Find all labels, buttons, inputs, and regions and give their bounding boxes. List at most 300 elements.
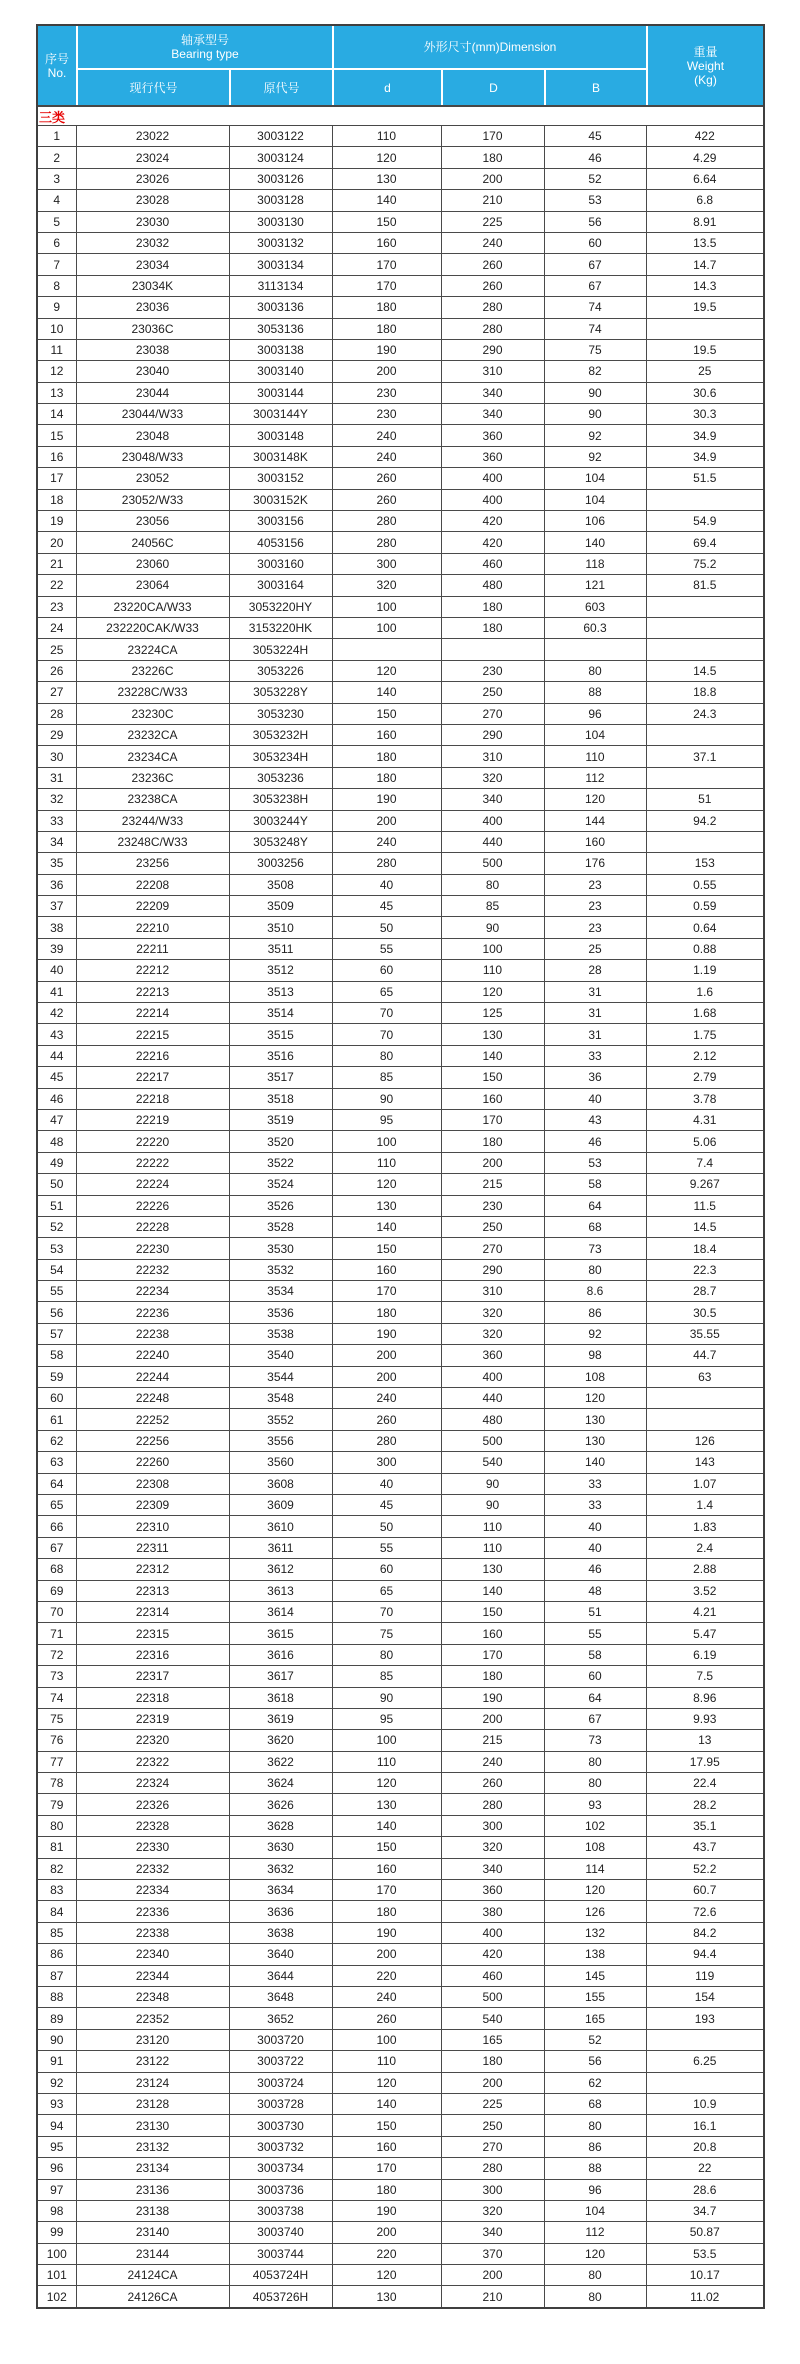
cell-D: 110 (441, 960, 544, 981)
cell-D: 180 (441, 617, 544, 638)
table-row (38, 2200, 763, 2221)
cell-D: 380 (441, 1901, 544, 1922)
cell-B: 31 (544, 1003, 646, 1024)
cell-no: 70 (38, 1601, 76, 1622)
table-row (38, 2265, 763, 2286)
cell-old_code: 3003144Y (229, 404, 332, 425)
cell-no: 41 (38, 981, 76, 1002)
cell-d: 100 (332, 2029, 441, 2050)
cell-B: 90 (544, 382, 646, 403)
cell-d: 180 (332, 297, 441, 318)
cell-B: 80 (544, 1751, 646, 1772)
cell-weight: 13.5 (646, 232, 763, 253)
table-row (38, 2029, 763, 2050)
cell-current_code: 22222 (76, 1152, 229, 1173)
cell-no: 62 (38, 1430, 76, 1451)
cell-B: 51 (544, 1601, 646, 1622)
cell-d: 45 (332, 1495, 441, 1516)
cell-B: 88 (544, 682, 646, 703)
cell-no: 2 (38, 147, 76, 168)
cell-d: 110 (332, 1751, 441, 1772)
cell-current_code: 23144 (76, 2243, 229, 2264)
table-row (38, 147, 763, 168)
table-row (38, 2179, 763, 2200)
cell-d: 170 (332, 254, 441, 275)
cell-D: 200 (441, 2265, 544, 2286)
cell-weight: 6.25 (646, 2051, 763, 2072)
cell-D: 250 (441, 2115, 544, 2136)
cell-current_code: 23228C/W33 (76, 682, 229, 703)
table-row (38, 660, 763, 681)
cell-D: 270 (441, 703, 544, 724)
cell-D: 500 (441, 1430, 544, 1451)
cell-current_code: 23236C (76, 767, 229, 788)
table-row (38, 917, 763, 938)
cell-d: 170 (332, 2158, 441, 2179)
cell-no: 58 (38, 1345, 76, 1366)
cell-weight: 19.5 (646, 297, 763, 318)
cell-B: 165 (544, 2008, 646, 2029)
cell-no: 21 (38, 553, 76, 574)
cell-weight: 34.9 (646, 425, 763, 446)
cell-d: 140 (332, 1815, 441, 1836)
cell-d: 130 (332, 2286, 441, 2307)
cell-D: 180 (441, 596, 544, 617)
cell-B: 56 (544, 211, 646, 232)
cell-old_code: 3538 (229, 1323, 332, 1344)
table-row (38, 1366, 763, 1387)
cell-B: 130 (544, 1409, 646, 1430)
cell-old_code: 3648 (229, 1986, 332, 2007)
cell-old_code: 3003126 (229, 168, 332, 189)
cell-current_code: 22317 (76, 1666, 229, 1687)
cell-old_code: 3153220HK (229, 617, 332, 638)
header-B: B (544, 68, 646, 105)
cell-no: 87 (38, 1965, 76, 1986)
cell-no: 7 (38, 254, 76, 275)
cell-weight: 14.7 (646, 254, 763, 275)
cell-current_code: 22240 (76, 1345, 229, 1366)
cell-weight: 7.4 (646, 1152, 763, 1173)
cell-old_code: 3634 (229, 1880, 332, 1901)
table-row (38, 575, 763, 596)
cell-weight: 14.5 (646, 660, 763, 681)
cell-d: 200 (332, 1944, 441, 1965)
cell-no: 15 (38, 425, 76, 446)
cell-B: 106 (544, 511, 646, 532)
cell-no: 102 (38, 2286, 76, 2307)
table-row (38, 874, 763, 895)
table-row (38, 1730, 763, 1751)
cell-weight: 16.1 (646, 2115, 763, 2136)
cell-d: 200 (332, 2222, 441, 2243)
table-row (38, 1323, 763, 1344)
table-row (38, 275, 763, 296)
table-row (38, 724, 763, 745)
cell-d: 190 (332, 339, 441, 360)
cell-d: 130 (332, 1794, 441, 1815)
cell-weight: 1.07 (646, 1473, 763, 1494)
cell-current_code: 22336 (76, 1901, 229, 1922)
cell-B: 75 (544, 339, 646, 360)
cell-no: 83 (38, 1880, 76, 1901)
table-row (38, 511, 763, 532)
cell-B: 82 (544, 361, 646, 382)
cell-d: 65 (332, 1580, 441, 1601)
cell-no: 42 (38, 1003, 76, 1024)
cell-B: 92 (544, 1323, 646, 1344)
cell-B: 45 (544, 126, 646, 147)
cell-current_code: 23022 (76, 126, 229, 147)
cell-current_code: 23032 (76, 232, 229, 253)
cell-no: 81 (38, 1837, 76, 1858)
cell-D: 260 (441, 254, 544, 275)
cell-no: 46 (38, 1088, 76, 1109)
cell-d: 85 (332, 1067, 441, 1088)
table-row (38, 1195, 763, 1216)
cell-old_code: 3113134 (229, 275, 332, 296)
table-row (38, 1131, 763, 1152)
cell-D: 340 (441, 404, 544, 425)
cell-weight: 0.59 (646, 896, 763, 917)
cell-no: 97 (38, 2179, 76, 2200)
cell-D: 420 (441, 511, 544, 532)
cell-weight: 81.5 (646, 575, 763, 596)
table-row (38, 382, 763, 403)
table-row (38, 2136, 763, 2157)
cell-weight: 35.1 (646, 1815, 763, 1836)
cell-current_code: 23220CA/W33 (76, 596, 229, 617)
cell-B: 80 (544, 2286, 646, 2307)
cell-B: 96 (544, 703, 646, 724)
cell-no: 40 (38, 960, 76, 981)
cell-d: 150 (332, 1238, 441, 1259)
cell-current_code: 22248 (76, 1388, 229, 1409)
cell-weight: 63 (646, 1366, 763, 1387)
cell-D: 85 (441, 896, 544, 917)
cell-current_code: 23060 (76, 553, 229, 574)
cell-B: 86 (544, 1302, 646, 1323)
cell-no: 80 (38, 1815, 76, 1836)
cell-no: 56 (38, 1302, 76, 1323)
cell-B: 96 (544, 2179, 646, 2200)
cell-d: 55 (332, 1537, 441, 1558)
table-row (38, 1281, 763, 1302)
cell-d: 100 (332, 596, 441, 617)
table-row (38, 1024, 763, 1045)
cell-D: 150 (441, 1067, 544, 1088)
cell-weight: 30.3 (646, 404, 763, 425)
cell-current_code: 22310 (76, 1516, 229, 1537)
cell-old_code: 3003164 (229, 575, 332, 596)
cell-D: 420 (441, 532, 544, 553)
cell-weight: 28.6 (646, 2179, 763, 2200)
cell-B: 36 (544, 1067, 646, 1088)
cell-old_code: 3609 (229, 1495, 332, 1516)
cell-d: 280 (332, 1430, 441, 1451)
table-row (38, 1601, 763, 1622)
table-row (38, 1687, 763, 1708)
cell-D: 80 (441, 874, 544, 895)
table-row (38, 361, 763, 382)
cell-weight: 17.95 (646, 1751, 763, 1772)
cell-old_code: 3003138 (229, 339, 332, 360)
cell-weight: 14.3 (646, 275, 763, 296)
cell-B: 67 (544, 275, 646, 296)
cell-B: 40 (544, 1516, 646, 1537)
cell-current_code: 22210 (76, 917, 229, 938)
cell-D: 440 (441, 1388, 544, 1409)
cell-d: 90 (332, 1687, 441, 1708)
cell-weight: 5.47 (646, 1623, 763, 1644)
table-row (38, 1495, 763, 1516)
cell-current_code: 23134 (76, 2158, 229, 2179)
cell-weight: 34.9 (646, 446, 763, 467)
cell-weight: 84.2 (646, 1922, 763, 1943)
cell-B: 88 (544, 2158, 646, 2179)
cell-d: 100 (332, 1131, 441, 1152)
table-row (38, 1986, 763, 2007)
cell-old_code: 3053136 (229, 318, 332, 339)
cell-weight: 11.5 (646, 1195, 763, 1216)
cell-B: 145 (544, 1965, 646, 1986)
cell-d: 240 (332, 831, 441, 852)
table-row (38, 682, 763, 703)
cell-no: 14 (38, 404, 76, 425)
cell-B: 110 (544, 746, 646, 767)
table-row (38, 1944, 763, 1965)
cell-weight: 1.4 (646, 1495, 763, 1516)
cell-D: 200 (441, 168, 544, 189)
cell-d: 150 (332, 211, 441, 232)
cell-d: 70 (332, 1601, 441, 1622)
cell-old_code: 3515 (229, 1024, 332, 1045)
cell-d: 95 (332, 1109, 441, 1130)
cell-current_code: 22217 (76, 1067, 229, 1088)
cell-d: 200 (332, 361, 441, 382)
table-row (38, 596, 763, 617)
cell-current_code: 22311 (76, 1537, 229, 1558)
cell-old_code: 3612 (229, 1559, 332, 1580)
cell-d: 260 (332, 1409, 441, 1430)
cell-d: 180 (332, 767, 441, 788)
cell-D: 460 (441, 1965, 544, 1986)
cell-weight (646, 1388, 763, 1409)
cell-d: 260 (332, 468, 441, 489)
cell-D: 300 (441, 1815, 544, 1836)
cell-B: 46 (544, 1131, 646, 1152)
cell-B: 112 (544, 2222, 646, 2243)
cell-old_code: 3632 (229, 1858, 332, 1879)
cell-D: 460 (441, 553, 544, 574)
cell-current_code: 22215 (76, 1024, 229, 1045)
cell-D: 500 (441, 1986, 544, 2007)
cell-weight: 3.78 (646, 1088, 763, 1109)
cell-current_code: 22352 (76, 2008, 229, 2029)
cell-no: 35 (38, 853, 76, 874)
cell-current_code: 22219 (76, 1109, 229, 1130)
cell-old_code: 3003148K (229, 446, 332, 467)
cell-B: 67 (544, 254, 646, 275)
cell-current_code: 22230 (76, 1238, 229, 1259)
cell-weight: 44.7 (646, 1345, 763, 1366)
cell-current_code: 23052 (76, 468, 229, 489)
cell-d: 180 (332, 1302, 441, 1323)
cell-B: 90 (544, 404, 646, 425)
cell-current_code: 23036C (76, 318, 229, 339)
cell-D: 260 (441, 1773, 544, 1794)
cell-no: 50 (38, 1174, 76, 1195)
cell-no: 57 (38, 1323, 76, 1344)
cell-weight: 6.8 (646, 190, 763, 211)
cell-no: 51 (38, 1195, 76, 1216)
cell-no: 65 (38, 1495, 76, 1516)
cell-d: 130 (332, 1195, 441, 1216)
cell-d: 200 (332, 1345, 441, 1366)
cell-old_code: 3513 (229, 981, 332, 1002)
cell-current_code: 23036 (76, 297, 229, 318)
cell-current_code: 22344 (76, 1965, 229, 1986)
cell-current_code: 22319 (76, 1708, 229, 1729)
cell-d: 120 (332, 2072, 441, 2093)
cell-d: 55 (332, 938, 441, 959)
cell-B: 64 (544, 1687, 646, 1708)
cell-B: 114 (544, 1858, 646, 1879)
cell-current_code: 22228 (76, 1216, 229, 1237)
cell-d: 120 (332, 1174, 441, 1195)
table-row (38, 1216, 763, 1237)
cell-old_code: 3520 (229, 1131, 332, 1152)
cell-weight: 28.2 (646, 1794, 763, 1815)
cell-d: 240 (332, 425, 441, 446)
cell-old_code: 3053234H (229, 746, 332, 767)
cell-no: 66 (38, 1516, 76, 1537)
cell-B: 64 (544, 1195, 646, 1216)
cell-current_code: 23226C (76, 660, 229, 681)
cell-B: 52 (544, 168, 646, 189)
table-row (38, 1174, 763, 1195)
cell-old_code: 3053248Y (229, 831, 332, 852)
cell-B: 23 (544, 874, 646, 895)
header-weight-en: Weight (686, 58, 725, 73)
cell-D: 320 (441, 2200, 544, 2221)
header-bearing-type-zh: 轴承型号 (180, 33, 229, 47)
cell-no: 47 (38, 1109, 76, 1130)
cell-current_code: 24124CA (76, 2265, 229, 2286)
cell-weight (646, 1409, 763, 1430)
cell-no: 5 (38, 211, 76, 232)
cell-weight: 0.88 (646, 938, 763, 959)
table-row (38, 2051, 763, 2072)
table-row (38, 1965, 763, 1986)
cell-old_code: 3618 (229, 1687, 332, 1708)
cell-B: 120 (544, 2243, 646, 2264)
cell-current_code: 22314 (76, 1601, 229, 1622)
cell-D: 120 (441, 981, 544, 1002)
cell-D: 480 (441, 1409, 544, 1430)
cell-B: 140 (544, 532, 646, 553)
cell-no: 16 (38, 446, 76, 467)
cell-current_code: 22216 (76, 1045, 229, 1066)
cell-D: 125 (441, 1003, 544, 1024)
cell-D: 180 (441, 2051, 544, 2072)
cell-no: 29 (38, 724, 76, 745)
cell-no: 59 (38, 1366, 76, 1387)
cell-old_code: 3003722 (229, 2051, 332, 2072)
cell-weight: 22 (646, 2158, 763, 2179)
cell-B: 108 (544, 1837, 646, 1858)
cell-d: 120 (332, 1773, 441, 1794)
cell-no: 48 (38, 1131, 76, 1152)
table-row (38, 1388, 763, 1409)
cell-no: 60 (38, 1388, 76, 1409)
cell-B: 80 (544, 1773, 646, 1794)
cell-old_code: 3003730 (229, 2115, 332, 2136)
cell-d: 140 (332, 682, 441, 703)
cell-d: 160 (332, 724, 441, 745)
cell-old_code: 3003736 (229, 2179, 332, 2200)
cell-weight: 4.31 (646, 1109, 763, 1130)
cell-B: 43 (544, 1109, 646, 1130)
cell-old_code: 3516 (229, 1045, 332, 1066)
cell-D: 320 (441, 767, 544, 788)
cell-old_code: 3534 (229, 1281, 332, 1302)
cell-current_code: 23136 (76, 2179, 229, 2200)
cell-weight: 30.5 (646, 1302, 763, 1323)
cell-B: 25 (544, 938, 646, 959)
table-row (38, 1409, 763, 1430)
cell-current_code: 23028 (76, 190, 229, 211)
table-row (38, 1644, 763, 1665)
cell-current_code: 23128 (76, 2093, 229, 2114)
table-row (38, 617, 763, 638)
table-row (38, 1901, 763, 1922)
cell-B: 102 (544, 1815, 646, 1836)
cell-d: 100 (332, 617, 441, 638)
cell-weight: 72.6 (646, 1901, 763, 1922)
cell-d: 150 (332, 703, 441, 724)
cell-no: 31 (38, 767, 76, 788)
cell-old_code: 3519 (229, 1109, 332, 1130)
cell-old_code: 3518 (229, 1088, 332, 1109)
cell-no: 77 (38, 1751, 76, 1772)
cell-old_code: 3526 (229, 1195, 332, 1216)
cell-weight: 9.93 (646, 1708, 763, 1729)
cell-weight: 193 (646, 2008, 763, 2029)
cell-d: 180 (332, 746, 441, 767)
cell-no: 37 (38, 896, 76, 917)
cell-old_code: 3544 (229, 1366, 332, 1387)
table-row (38, 1708, 763, 1729)
cell-current_code: 22309 (76, 1495, 229, 1516)
cell-d: 65 (332, 981, 441, 1002)
cell-old_code: 3540 (229, 1345, 332, 1366)
cell-d: 180 (332, 1901, 441, 1922)
cell-old_code: 3003124 (229, 147, 332, 168)
cell-no: 24 (38, 617, 76, 638)
table-row (38, 1815, 763, 1836)
table-row (38, 2222, 763, 2243)
cell-weight: 2.12 (646, 1045, 763, 1066)
cell-D: 400 (441, 468, 544, 489)
cell-weight: 18.8 (646, 682, 763, 703)
header-D: D (441, 68, 544, 105)
cell-D: 290 (441, 1259, 544, 1280)
cell-weight (646, 724, 763, 745)
cell-old_code: 3053226 (229, 660, 332, 681)
cell-D: 400 (441, 810, 544, 831)
cell-current_code: 22315 (76, 1623, 229, 1644)
